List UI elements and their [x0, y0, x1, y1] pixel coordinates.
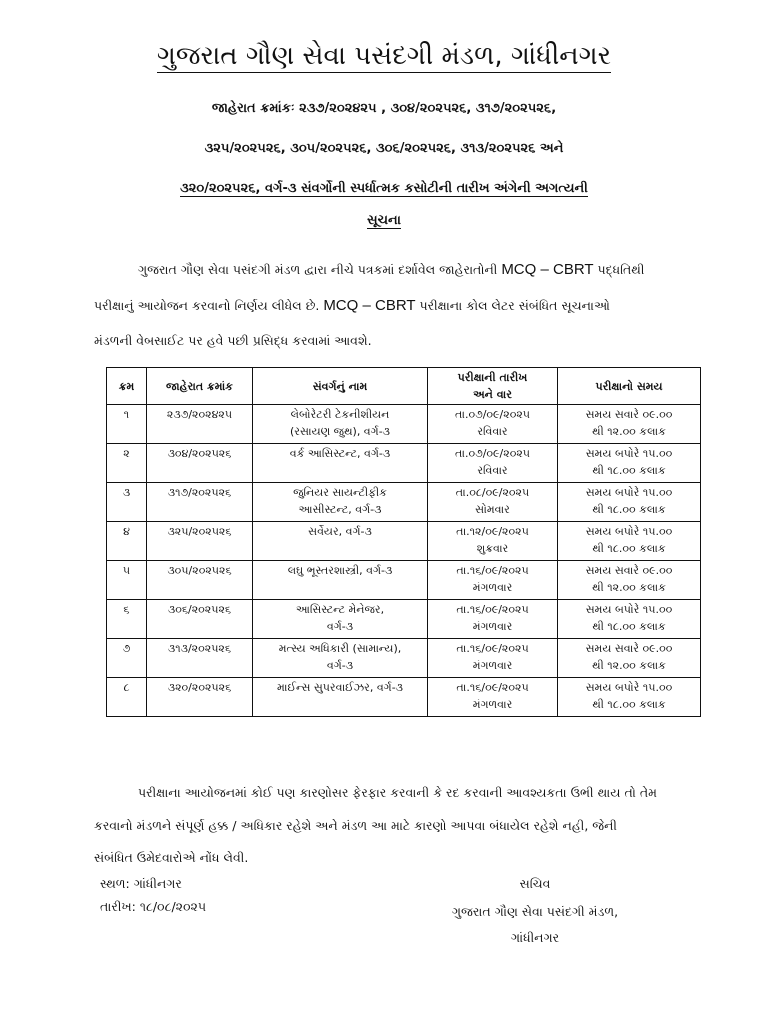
subject-line-3-text: ૩૨૦/૨૦૨૫૨૬, વર્ગ-૩ સંવર્ગોની સ્પર્ધાત્મક કસોટીની તારીખ અંગેની અગત્યની — [180, 181, 588, 196]
cell-time-l1: સમય બપોરે ૧૫.૦૦ — [585, 486, 673, 499]
cell-date — [428, 561, 558, 600]
cell-cadre-l1: જુનિયર સાયન્ટીફીક — [293, 486, 387, 499]
header-date — [428, 368, 558, 405]
cell-date-l2: મંગળવાર — [472, 620, 513, 633]
header-date-l1: પરીક્ષાની તારીખ — [457, 371, 528, 384]
cell-date — [428, 600, 558, 639]
cell-adv: ૩૧૩/૨૦૨૫૨૬ — [147, 639, 253, 678]
subject-line-4 — [0, 211, 768, 231]
cell-time — [558, 561, 701, 600]
intro-line-1-c: પદ્ધતિથી — [593, 262, 645, 277]
cell-adv: ૨૩૭/૨૦૨૪૨૫ — [147, 405, 253, 444]
cell-cadre-l1: મત્સ્ય અધિકારી (સામાન્ય), — [278, 642, 402, 655]
intro-line-2-b: MCQ – CBRT — [323, 297, 416, 314]
header-time: પરીક્ષાનો સમય — [558, 368, 701, 405]
cell-adv: ૩૦૫/૨૦૨૫૨૬ — [147, 561, 253, 600]
intro-line-1-b: MCQ – CBRT — [501, 261, 594, 278]
table-row — [107, 444, 701, 483]
cell-date-l1: તા.૦૮/૦૯/૨૦૨૫ — [455, 486, 530, 499]
footer-designation: સચિવ — [519, 876, 551, 891]
header-date-l2: અને વાર — [473, 388, 512, 401]
closing-line-3: સંબંધિત ઉમેદવારોએ નોંધ લેવી. — [94, 850, 249, 865]
cell-cadre — [253, 561, 428, 600]
cell-cadre — [253, 483, 428, 522]
cell-cadre-l2: આસીસ્ટન્ટ, વર્ગ-૩ — [298, 503, 382, 516]
cell-date-l1: તા.૦૭/૦૯/૨૦૨૫ — [454, 408, 531, 421]
cell-cadre — [253, 522, 428, 561]
cell-date-l2: રવિવાર — [477, 425, 508, 438]
cell-time — [558, 639, 701, 678]
cell-time-l2: થી ૧૮.૦૦ કલાક — [592, 542, 666, 555]
cell-sr: ૮ — [107, 678, 147, 717]
cell-date-l1: તા.૧૬/૦૯/૨૦૨૫ — [456, 603, 529, 616]
cell-time-l2: થી ૧૮.૦૦ કલાક — [592, 464, 666, 477]
footer-place: સ્થળ: ગાંધીનગર — [100, 876, 182, 891]
cell-date — [428, 444, 558, 483]
cell-cadre-l1: વર્ક આસિસ્ટન્ટ, વર્ગ-૩ — [289, 447, 391, 460]
cell-cadre-l1: લઘુ ભૂસ્તરશાસ્ત્રી, વર્ગ-૩ — [287, 564, 393, 577]
schedule-table — [106, 367, 701, 717]
header-adv: જાહેરાત ક્રમાંક — [147, 368, 253, 405]
footer-date: તારીખ: ૧૮/૦૮/૨૦૨૫ — [100, 899, 207, 914]
cell-time-l1: સમય બપોરે ૧૫.૦૦ — [585, 603, 673, 616]
cell-cadre-l1: માઈન્સ સુપરવાઈઝર, વર્ગ-૩ — [277, 681, 403, 694]
cell-adv: ૩૦૪/૨૦૨૫૨૬ — [147, 444, 253, 483]
footer-city: ગાંધીનગર — [510, 930, 560, 945]
cell-time — [558, 405, 701, 444]
cell-adv: ૩૨૦/૨૦૨૫૨૬ — [147, 678, 253, 717]
cell-time-l1: સમય બપોરે ૧૫.૦૦ — [585, 447, 673, 460]
cell-cadre-l2: વર્ગ-૩ — [326, 659, 354, 672]
cell-cadre — [253, 444, 428, 483]
cell-cadre — [253, 678, 428, 717]
table-row — [107, 600, 701, 639]
cell-sr: ૭ — [107, 639, 147, 678]
cell-time-l2: થી ૧૨.૦૦ કલાક — [592, 659, 666, 672]
cell-cadre — [253, 405, 428, 444]
cell-date-l2: શુક્રવાર — [476, 542, 509, 555]
cell-date-l2: રવિવાર — [477, 464, 508, 477]
cell-time-l2: થી ૧૮.૦૦ કલાક — [592, 620, 666, 633]
intro-line-1 — [94, 252, 716, 288]
table-header-row — [107, 368, 701, 405]
cell-cadre-l1: આસિસ્ટન્ટ મેનેજર, — [295, 603, 385, 616]
cell-date-l2: મંગળવાર — [472, 581, 513, 594]
table-row — [107, 522, 701, 561]
cell-time-l1: સમય બપોરે ૧૫.૦૦ — [585, 525, 673, 538]
cell-cadre — [253, 600, 428, 639]
cell-date — [428, 483, 558, 522]
cell-date-l2: મંગળવાર — [472, 659, 513, 672]
table-row — [107, 639, 701, 678]
cell-time-l1: સમય સવારે ૦૯.૦૦ — [585, 408, 673, 421]
cell-cadre — [253, 639, 428, 678]
intro-line-3: મંડળની વેબસાઈટ પર હવે પછી પ્રસિદ્ધ કરવામાં આવશે. — [94, 333, 372, 348]
cell-date-l1: તા.૧૬/૦૯/૨૦૨૫ — [456, 642, 529, 655]
closing-line-2: કરવાનો મંડળને સંપૂર્ણ હક્ક / અધિકાર રહેશે અને મંડળ આ માટે કારણો આપવા બંધાયેલ રહેશે નહી, જેની — [94, 818, 617, 833]
cell-date — [428, 639, 558, 678]
closing-line-1: પરીક્ષાના આયોજનમાં કોઈ પણ કારણોસર ફેરફાર કરવાની કે રદ કરવાની આવશ્યકતા ઉભી થાય તો તેમ — [138, 785, 657, 800]
cell-cadre-l1: લેબોરેટરી ટેકનીશીયન — [290, 408, 390, 421]
cell-sr: ૬ — [107, 600, 147, 639]
cell-date-l1: તા.૧૬/૦૯/૨૦૨૫ — [456, 564, 529, 577]
subject-line-3 — [0, 179, 768, 199]
cell-time — [558, 444, 701, 483]
cell-time — [558, 522, 701, 561]
header-sr: ક્રમ — [107, 368, 147, 405]
subject-line-2: ૩૨૫/૨૦૨૫૨૬, ૩૦૫/૨૦૨૫૨૬, ૩૦૬/૨૦૨૫૨૬, ૩૧૩/૨૦૨૫૨૬ અને — [204, 141, 564, 156]
cell-date-l2: મંગળવાર — [472, 698, 513, 711]
table-row — [107, 561, 701, 600]
cell-sr: ૪ — [107, 522, 147, 561]
cell-date-l1: તા.૧૨/૦૯/૨૦૨૫ — [456, 525, 529, 538]
cell-time-l1: સમય સવારે ૦૯.૦૦ — [585, 564, 673, 577]
intro-line-2-a: પરીક્ષાનું આયોજન કરવાનો નિર્ણય લીધેલ છે. — [94, 298, 324, 313]
cell-sr: ૧ — [107, 405, 147, 444]
cell-adv: ૩૦૬/૨૦૨૫૨૬ — [147, 600, 253, 639]
cell-time-l2: થી ૧૨.૦૦ કલાક — [592, 425, 666, 438]
table-row — [107, 483, 701, 522]
cell-date — [428, 522, 558, 561]
cell-cadre-l1: સર્વેયર, વર્ગ-૩ — [308, 525, 372, 538]
cell-cadre-l2: (રસાયણ જુથ), વર્ગ-૩ — [290, 425, 390, 438]
cell-cadre-l2: વર્ગ-૩ — [326, 620, 354, 633]
page-title-text: ગુજરાત ગૌણ સેવા પસંદગી મંડળ, ગાંધીનગર — [156, 41, 612, 71]
subject-line-1: જાહેરાત ક્રમાંકઃ ૨૩૭/૨૦૨૪૨૫ , ૩૦૪/૨૦૨૫૨૬, ૩૧૭/૨૦૨૫૨૬, — [211, 101, 557, 116]
cell-adv: ૩૨૫/૨૦૨૫૨૬ — [147, 522, 253, 561]
cell-time-l1: સમય સવારે ૦૯.૦૦ — [585, 642, 673, 655]
page-title — [0, 36, 768, 76]
cell-sr: ૨ — [107, 444, 147, 483]
cell-date — [428, 678, 558, 717]
header-cadre: સંવર્ગનું નામ — [253, 368, 428, 405]
cell-time-l1: સમય બપોરે ૧૫.૦૦ — [585, 681, 673, 694]
cell-date-l1: તા.૧૬/૦૯/૨૦૨૫ — [456, 681, 529, 694]
cell-sr: ૫ — [107, 561, 147, 600]
cell-date-l2: સોમવાર — [475, 503, 510, 516]
subject-line-4-text: સૂચના — [367, 213, 401, 228]
cell-time-l2: થી ૧૮.૦૦ કલાક — [592, 503, 666, 516]
cell-date-l1: તા.૦૭/૦૯/૨૦૨૫ — [454, 447, 531, 460]
cell-time-l2: થી ૧૨.૦૦ કલાક — [592, 581, 666, 594]
cell-time — [558, 600, 701, 639]
cell-time — [558, 678, 701, 717]
table-row — [107, 405, 701, 444]
intro-line-1-a: ગુજરાત ગૌણ સેવા પસંદગી મંડળ દ્વારા નીચે પત્રકમાં દર્શાવેલ જાહેરાતોની — [138, 262, 502, 277]
table-row — [107, 678, 701, 717]
cell-sr: ૩ — [107, 483, 147, 522]
intro-line-2 — [94, 288, 716, 324]
footer-org: ગુજરાત ગૌણ સેવા પસંદગી મંડળ, — [451, 904, 619, 919]
cell-adv: ૩૧૭/૨૦૨૫૨૬ — [147, 483, 253, 522]
intro-line-2-c: પરીક્ષાના કોલ લેટર સંબંધિત સૂચનાઓ — [415, 298, 610, 313]
cell-time-l2: થી ૧૮.૦૦ કલાક — [592, 698, 666, 711]
cell-time — [558, 483, 701, 522]
cell-date — [428, 405, 558, 444]
